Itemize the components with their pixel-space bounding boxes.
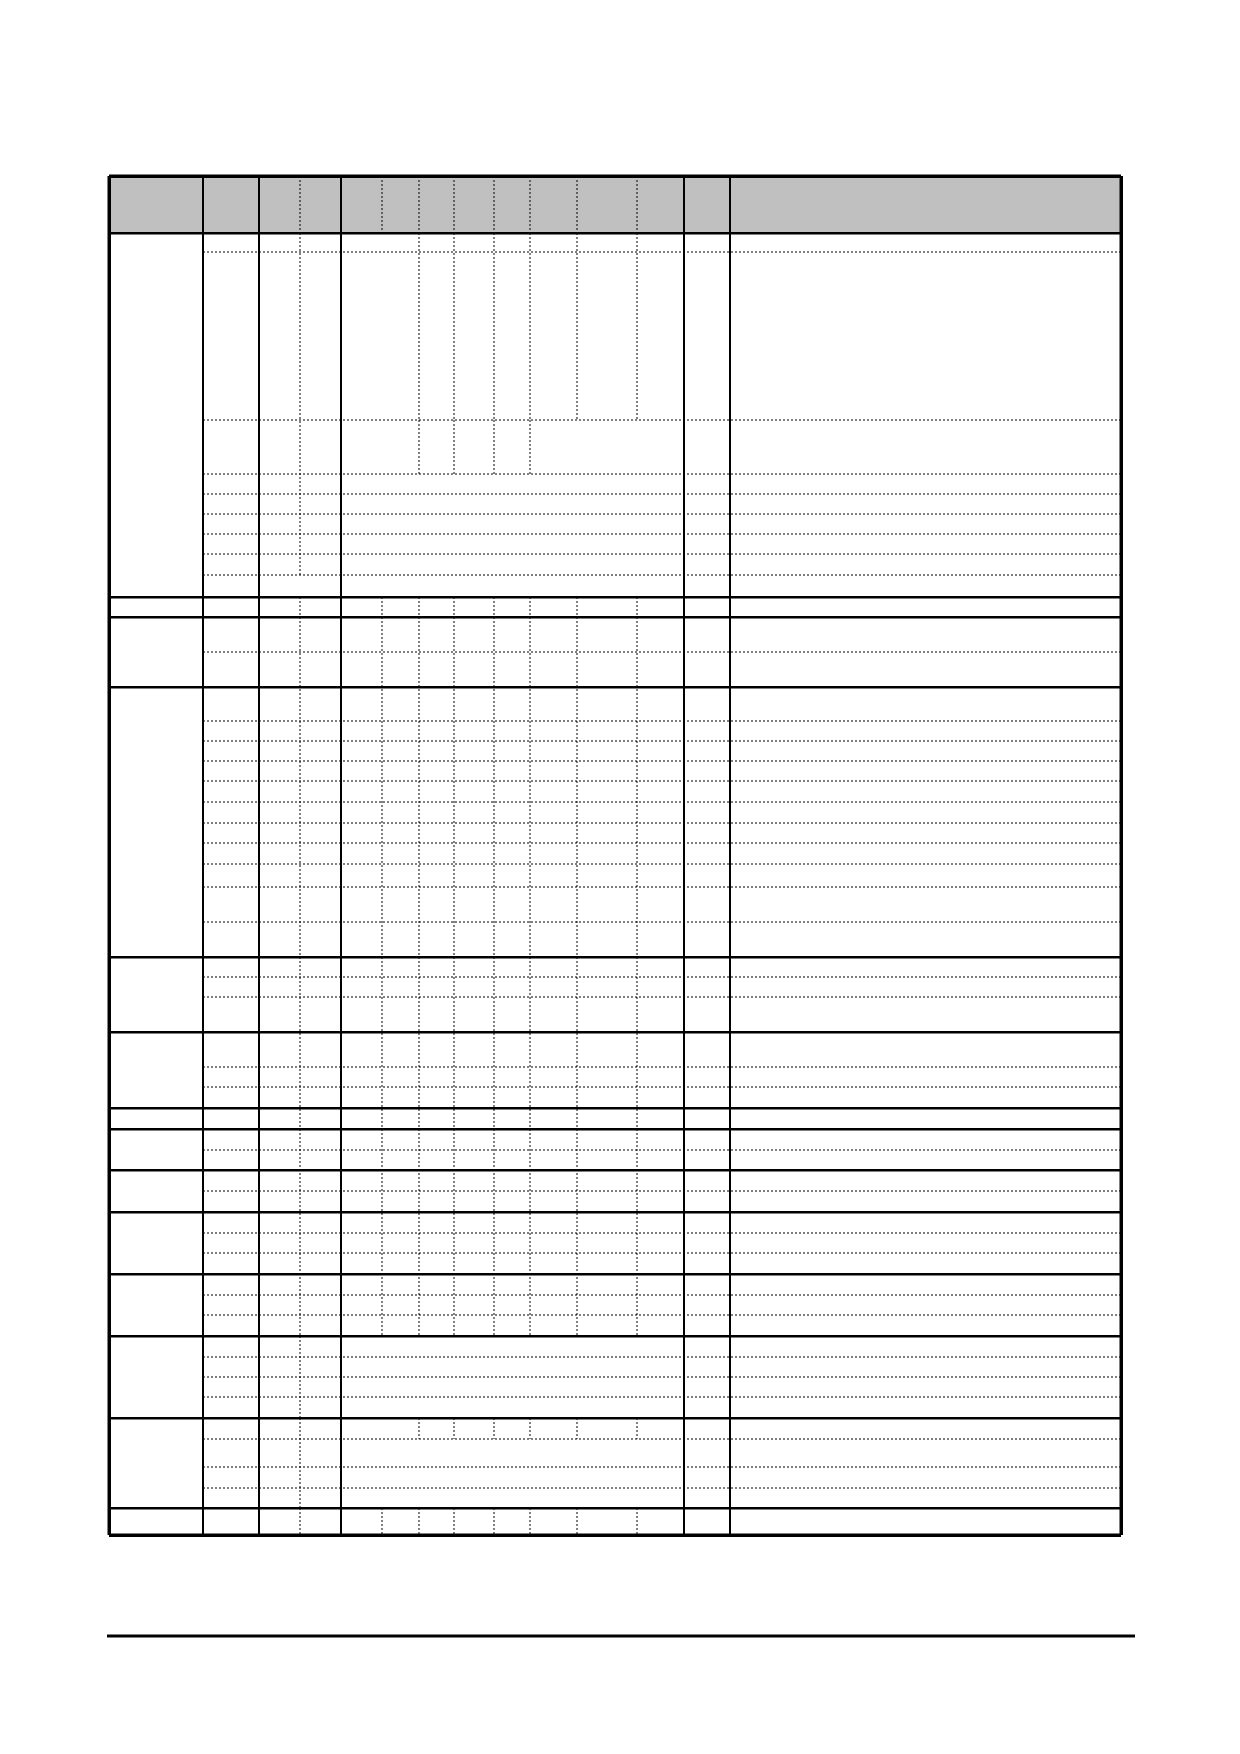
header-row [109, 176, 1121, 233]
